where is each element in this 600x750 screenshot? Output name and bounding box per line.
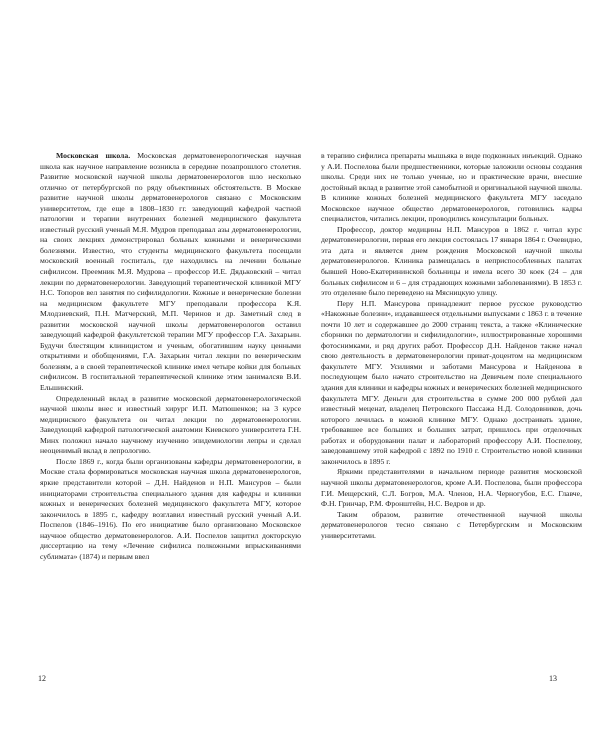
paragraph: После 1869 г., когда были организованы кафедры дерматовенерологии, в Москве стала формироваться московская научная школа дерматовенерологов, яркие представители которой – Д.Н. Найденов и Н.П. Мансуров – были инициаторами строительства специального здания для кафедры и клиники кожных и венерических болезней медицинского факультета МГУ, которое закончилось в 1895 г., кафедру возглавил известный русский ученый А.И. Поспелов (1846–1916). По его инициативе было организовано Московское научное общество дерматовенерологов. А.И. Поспелов защитил докторскую диссертацию на тему «Лечение сифилиса полкожными впрыскиваниями сублимата» (1874) и первым ввел: [40, 456, 301, 561]
paragraph: [40, 151, 301, 394]
paragraph: Яркими представителями в начальном периоде развития московской научной школы дерматовенерологов, кроме А.И. Поспелова, были профессора Г.И. Мещерский, С.Л. Богров, М.А. Членов, Н.А. Черногубов, Е.С. Главче, Ф.Н. Гринчар, Р.М. Фронштейн, Н.С. Ведров и др.: [321, 467, 582, 509]
paragraph: Таким образом, развитие отечественной научной школы дерматовенерологов тесно связано с Петербургским и Московским университетами.: [321, 509, 582, 540]
paragraph-text: Московская дерматовенерологическая научная школа как научное направление возникла в середине позапрошлого столетия. Развитие московской научной школы дерматовенерологов шло несколько отлично от петербургской по ряду объективных обстоятельств. В Москве развитие научной школы дерматовенерологов связано с Московским университетом, где еще в 1808–1830 гг. заведующий кафедрой частной патологии и терапии внутренних болезней медицинского факультета известный русский ученый М.Я. Мудров преподавал азы дерматовенерологии, на своих лекциях демонстрировал больных кожными и венерическими болезнями. Известно, что студенты медицинского факультета посещали московский военный госпиталь, где находились на лечении больные сифилисом. Преемник М.Я. Мудрова – профессор И.Е. Дядьковский – читал лекции по дерматовенерологии. Заведующий терапевтической клиникой МГУ Н.С. Топоров вел занятия по сифилидологии. Кожные и венерические болезни на медицинском факультете МГУ преподавали профессора К.Я. Млодзиевский, П.Н. Матчерский, М.П. Черинов и др. Заметный след в развитии московской научной школы дерматовенерологов оставил заведующий кафедрой факультетской терапии МГУ профессор Г.А. Захарьин. Будучи блестящим клиницистом и ученым, обогатившим науку ценными открытиями и обобщениями, Г.А. Захарьин читал лекции по венерическим болезням, а в своей терапевтической клинике имел четыре койки для больных сифилисом. В госпитальной терапевтической клинике этим занималсяв В.И. Ельшинский.: [40, 151, 301, 393]
paragraph: в терапию сифилиса препараты мышьяка в виде подкожных инъекций. Однако у А.И. Поспелова были предшественники, которые заложили основы создания школы. Среди них не только ученые, но и практические врачи, внесшие достойный вклад в развитие этой самобытной и оригинальной научной школы. В клинике кожных болезней медицинского факультета МГУ заседало Московское научное общество дерматовенерологов, готовились кадры специалистов, читались лекции, проводились консультации больных.: [321, 151, 582, 224]
paragraph: Перу Н.П. Мансурова принадлежит первое русское руководство «Накожные болезни», издававшееся отдельными выпусками с 1863 г. в течение почти 10 лет и содержавшее до 2000 страниц текста, а также «Клинические сборники по дерматологии и сифилидологии», иллюстрированные хорошими фотоснимками, и ряд других работ. Профессор Д.Н. Найденов также начал свою деятельность в дерматовенерологии приват-доцентом на медицинском факультете МГУ. Усилиями и заботами Мансурова и Найденова в последующем было начато строительство на Девичьем поле специального здания для клиники и кафедры кожных и венерических болезней медицинского факультета МГУ. Деньги для строительства в сумме 200 000 рублей дал известный меценат, владелец Петровского Пассажа Н.Д. Солодовников, дочь которого лечилась в кожной клинике МГУ. Однако достраивать здание, требовавшее все больших и больших затрат, пришлось при отделочных работах и оборудовании палат и лабораторий профессору А.И. Поспелову, заведовавшему этой кафедрой с 1892 по 1910 г. Строительство новой клиники закончилось в 1895 г.: [321, 298, 582, 466]
right-page-column: [321, 151, 582, 541]
page-number-left: 12: [38, 674, 46, 683]
paragraph: Профессор, доктор медицины Н.П. Мансуров в 1862 г. читал курс дерматовенерологии, первая его лекция состоялась 17 января 1864 г. Очевидно, эта дата и является днем рождения Московской научной школы дерматовенерологов. Клиника размещалась в неприспособленных палатах бывшей Ново-Екатерининской больницы и имела всего 30 коек (24 – для больных сифилисом и 6 – для страдающих кожными заболеваниями). В 1853 г. это отделение было переведено на Мясницкую улицу.: [321, 224, 582, 298]
paragraph: Определенный вклад в развитие московской дерматовенерологической научной школы внес и известный хирург И.П. Матюшенков; на 3 курсе медицинского факультета он читал лекции по дерматовенерологии. Заведующий кафедрой патологической анатомии Киевского университета Г.Н. Минх положил начало научному изучению эпидемиологии лепры и сделал неоценимый вклад в лепрологию.: [40, 393, 301, 456]
left-page-column: [40, 151, 301, 562]
section-heading: Московская школа.: [56, 151, 131, 160]
page-number-right: 13: [549, 674, 557, 683]
